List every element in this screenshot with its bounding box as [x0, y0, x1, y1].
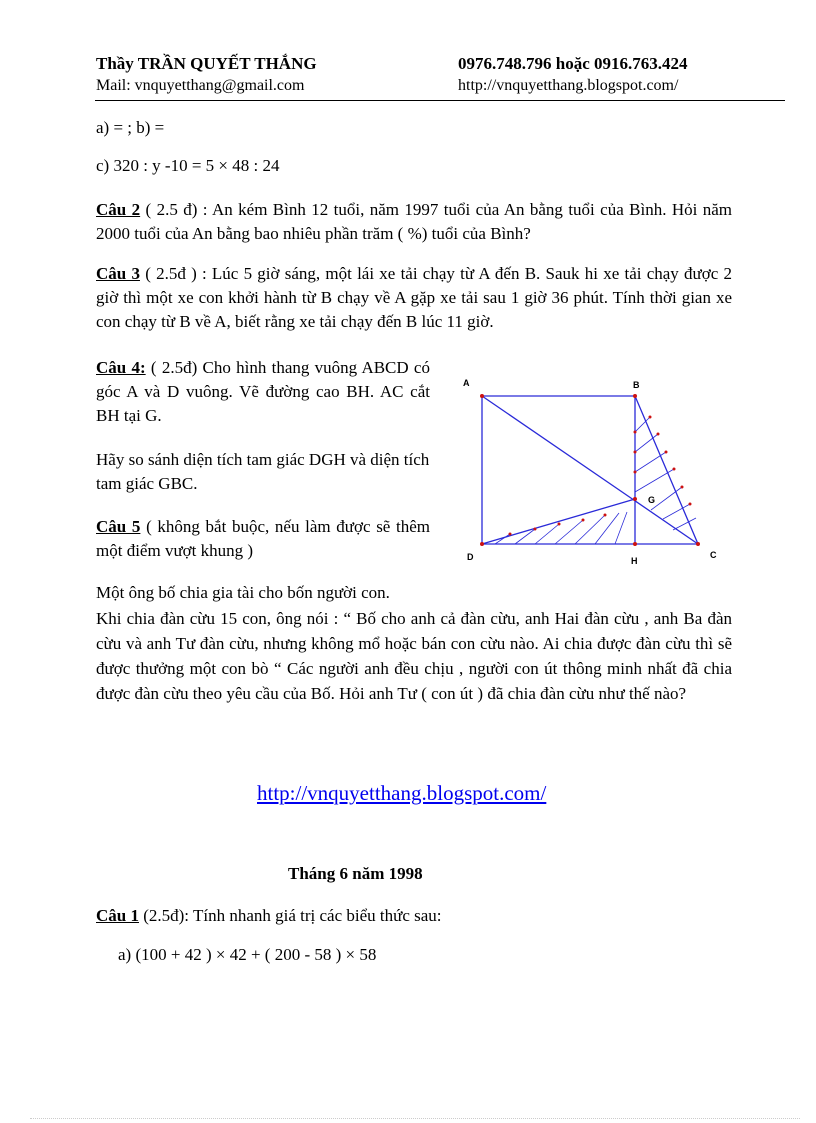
page-bottom-border — [30, 1118, 800, 1119]
section-question-1 — [96, 904, 442, 928]
question-5-line-1: Một ông bố chia gia tài cho bốn người con. — [96, 583, 390, 602]
mail-address: Mail: vnquyetthang@gmail.com — [96, 77, 305, 94]
question-4-ask: Hãy so sánh diện tích tam giác DGH và diện tích tam giác GBC. — [96, 450, 430, 493]
point-g-label: G — [648, 495, 656, 505]
hatch-triangle-gbc — [635, 417, 696, 530]
question-5-text: ( không bắt buộc, nếu làm được sẽ thêm một điểm vượt khung ) — [96, 517, 431, 560]
question-4-text: ( 2.5đ) Cho hình thang vuông ABCD có góc A và D vuông. Vẽ đường cao BH. AC cắt BH tại G. — [96, 358, 430, 425]
teacher-name: Thầy TRẦN QUYẾT THẮNG — [96, 54, 317, 73]
question-2 — [96, 198, 732, 246]
trapezoid-figure — [455, 372, 745, 572]
section-title: Tháng 6 năm 1998 — [288, 864, 423, 883]
section-question-1-label: Câu 1 — [96, 906, 139, 925]
question-5-body: Khi chia đàn cừu 15 con, ông nói : “ Bố cho anh cả đàn cừu, anh Hai đàn cừu , anh Ba đàn cừu và anh Tư đàn cừu, nhưng không mổ hoặc bán con cừu nào. Ai chia được đàn cừu thì sẽ được thưởng một con bò “ Các người anh đều chịu , người con út thông minh nhất đã chia được đàn cừu theo yêu cầu của Bố. Hỏi anh Tư ( con út ) đã chia đàn cừu như thế nào? — [96, 609, 732, 703]
section-question-1-text: (2.5đ): Tính nhanh giá trị các biểu thức sau: — [138, 906, 442, 925]
question-4 — [96, 356, 430, 428]
exercise-c: c) 320 : y -10 = 5 × 48 : 24 — [96, 156, 280, 175]
vertex-d-label: D — [467, 552, 474, 562]
question-4-label: Câu 4: — [96, 358, 146, 377]
blog-address: http://vnquyetthang.blogspot.com/ — [458, 77, 679, 94]
question-2-label: Câu 2 — [96, 200, 141, 219]
point-h-label: H — [631, 556, 638, 566]
trapezoid-outline — [482, 396, 698, 544]
question-2-text: ( 2.5 đ) : An kém Bình 12 tuổi, năm 1997 tuổi của An bằng tuổi của Bình. Hỏi năm 2000 tuổi của An bằng bao nhiêu phần trăm ( %) tuổi của Bình? — [96, 200, 733, 243]
section-question-1-a: a) (100 + 42 ) × 42 + ( 200 - 58 ) × 58 — [118, 945, 377, 964]
hatch-triangle-dgh — [495, 512, 627, 544]
vertex-a-label: A — [463, 378, 470, 388]
vertex-b-label: B — [633, 380, 640, 390]
question-3 — [96, 262, 732, 334]
header-rule — [95, 100, 785, 101]
question-3-text: ( 2.5đ ) : Lúc 5 giờ sáng, một lái xe tải chạy từ A đến B. Sauk hi xe tải chạy được 2 giờ thì một xe con khởi hành từ B chạy về A gặp xe tải sau 1 giờ 36 phút. Tính thời gian xe con chạy từ B về A, biết rằng xe tải chạy đến B lúc 11 giờ. — [96, 264, 732, 331]
blog-link[interactable]: http://vnquyetthang.blogspot.com/ — [257, 781, 547, 805]
question-5 — [96, 515, 430, 563]
vertex-c-label: C — [710, 550, 717, 560]
question-5-label: Câu 5 — [96, 517, 141, 536]
phone-numbers: 0976.748.796 hoặc 0916.763.424 — [458, 54, 688, 73]
question-3-label: Câu 3 — [96, 264, 140, 283]
exercise-a-b: a) = ; b) = — [96, 118, 165, 137]
